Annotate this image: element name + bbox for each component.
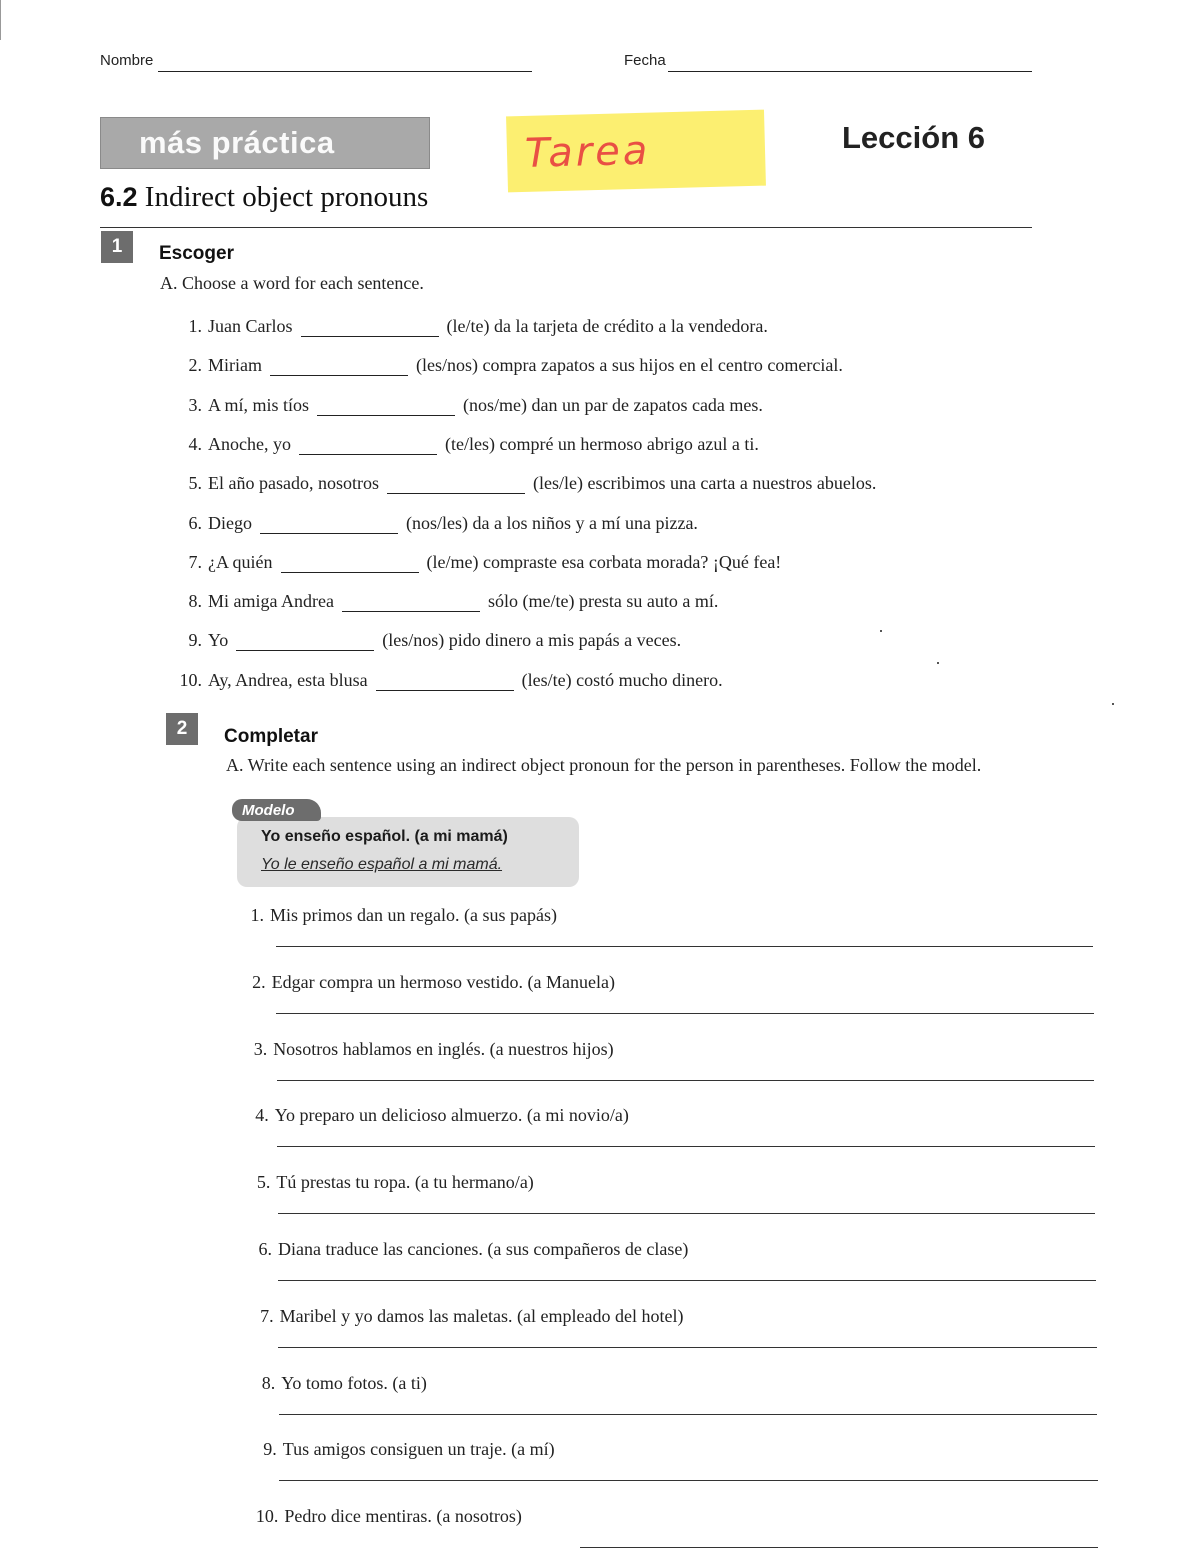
answer-line[interactable] (278, 1213, 1095, 1214)
item-number: 8. (188, 591, 202, 611)
item-prompt: Tus amigos consiguen un traje. (a mí) (282, 1439, 555, 1459)
section-number: 6.2 (100, 182, 138, 212)
exercise-number-badge: 1 (101, 231, 133, 263)
exercise2-item (239, 1039, 613, 1060)
exercise2-item (247, 1373, 427, 1394)
item-text-before: El año pasado, nosotros (208, 473, 379, 493)
fecha-label: Fecha (624, 52, 666, 69)
exercise-title: Completar (224, 726, 318, 747)
modelo-answer: Yo le enseño español a mi mamá. (261, 856, 503, 873)
item-number: 6. (258, 1239, 272, 1259)
exercise1-item (168, 630, 681, 651)
section-title-text: Indirect object pronouns (144, 181, 429, 213)
item-number: 8. (261, 1373, 276, 1393)
item-text-before: A mí, mis tíos (208, 395, 310, 415)
exercise2-item (238, 972, 615, 993)
item-text-before: Juan Carlos (208, 316, 293, 336)
scan-speck (1112, 703, 1114, 705)
exercise2-item (246, 1306, 684, 1327)
item-number: 1. (250, 905, 264, 925)
exercise1-item (168, 316, 768, 337)
exercise-title: Escoger (159, 243, 234, 264)
item-text-after: (le/me) compraste esa corbata morada? ¡Qué fea! (426, 552, 782, 572)
item-text-after: (les/nos) compra zapatos a sus hijos en el centro comercial. (416, 355, 843, 375)
item-prompt: Tú prestas tu ropa. (a tu hermano/a) (276, 1172, 534, 1192)
exercise1-item (168, 355, 843, 376)
answer-line[interactable] (276, 1013, 1094, 1014)
exercise1-item (168, 473, 876, 494)
item-number: 7. (188, 552, 202, 572)
answer-line[interactable] (277, 1146, 1095, 1147)
handwritten-note: Tarea (524, 127, 651, 177)
item-prompt: Yo tomo fotos. (a ti) (281, 1373, 427, 1393)
answer-blank[interactable] (270, 361, 408, 376)
item-number: 9. (188, 630, 202, 650)
item-prompt: Edgar compra un hermoso vestido. (a Manuela) (271, 972, 615, 992)
answer-blank[interactable] (260, 519, 398, 534)
item-number: 3. (253, 1039, 268, 1059)
answer-line[interactable] (276, 946, 1093, 947)
item-number: 3. (188, 395, 202, 415)
answer-line[interactable] (278, 1280, 1096, 1281)
item-number: 10. (255, 1506, 279, 1526)
item-number: 5. (256, 1172, 271, 1192)
answer-blank[interactable] (317, 401, 455, 416)
modelo-question: Yo enseño español. (a mi mamá) (261, 828, 508, 845)
answer-line[interactable] (277, 1080, 1094, 1081)
item-text-before: Ay, Andrea, esta blusa (208, 670, 368, 690)
scan-speck (880, 630, 882, 632)
exercise2-item (236, 905, 557, 926)
mas-practica-banner (100, 117, 430, 169)
item-prompt: Yo preparo un delicioso almuerzo. (a mi novio/a) (274, 1105, 629, 1125)
exercise1-item (168, 670, 723, 691)
item-number: 2. (252, 972, 266, 992)
item-text-after: (les/nos) pido dinero a mis papás a veces. (382, 630, 682, 650)
item-text-after: sólo (me/te) presta su auto a mí. (487, 591, 719, 611)
answer-line[interactable] (278, 1347, 1097, 1348)
answer-blank[interactable] (301, 322, 439, 337)
exercise1-item (168, 591, 718, 612)
item-text-after: (nos/me) dan un par de zapatos cada mes. (463, 395, 763, 415)
modelo-tag: Modelo (232, 799, 321, 821)
answer-blank[interactable] (281, 558, 419, 573)
item-text-before: Diego (208, 513, 252, 533)
scan-edge (0, 0, 1, 40)
exercise2-item (241, 1105, 629, 1126)
answer-line[interactable] (279, 1480, 1098, 1481)
item-number: 10. (179, 670, 202, 690)
nombre-field-line[interactable] (158, 71, 532, 72)
scan-speck (937, 662, 939, 664)
item-prompt: Nosotros hablamos en inglés. (a nuestros hijos) (273, 1039, 614, 1059)
section-title (100, 181, 428, 214)
item-text-before: Mi amiga Andrea (208, 591, 334, 611)
answer-blank[interactable] (236, 636, 374, 651)
item-number: 1. (188, 316, 202, 336)
exercise2-item (244, 1239, 688, 1260)
answer-blank[interactable] (299, 440, 437, 455)
fecha-field-line[interactable] (668, 71, 1032, 72)
item-prompt: Mis primos dan un regalo. (a sus papás) (270, 905, 557, 925)
item-number: 4. (255, 1105, 269, 1125)
item-number: 7. (260, 1306, 274, 1326)
answer-blank[interactable] (387, 479, 525, 494)
exercise-instruction: A. Write each sentence using an indirect object pronoun for the person in parentheses. Follow the model. (226, 755, 982, 775)
banner-text: más práctica (139, 125, 335, 160)
item-text-before: Yo (208, 630, 229, 650)
exercise1-item (168, 513, 698, 534)
exercise-number-badge: 2 (166, 713, 198, 745)
item-prompt: Maribel y yo damos las maletas. (al empleado del hotel) (279, 1306, 684, 1326)
item-text-before: ¿A quién (208, 552, 273, 572)
exercise2-item (250, 1506, 521, 1527)
item-text-after: (nos/les) da a los niños y a mí una pizza. (406, 513, 698, 533)
section-divider (100, 227, 1032, 228)
exercise2-item (242, 1172, 533, 1193)
item-number: 9. (263, 1439, 277, 1459)
nombre-label: Nombre (100, 52, 154, 69)
exercise1-item (168, 552, 781, 573)
exercise2-item (249, 1439, 555, 1460)
answer-line[interactable] (279, 1414, 1097, 1415)
lesson-title: Lección 6 (842, 120, 985, 155)
item-text-after: (les/te) costó mucho dinero. (521, 670, 723, 690)
item-text-before: Miriam (208, 355, 262, 375)
item-text-before: Anoche, yo (208, 434, 291, 454)
exercise1-item (168, 434, 759, 455)
item-text-after: (le/te) da la tarjeta de crédito a la vendedora. (446, 316, 768, 336)
item-number: 5. (188, 473, 202, 493)
item-text-after: (les/le) escribimos una carta a nuestros abuelos. (532, 473, 877, 493)
exercise1-item (168, 395, 763, 416)
item-prompt: Diana traduce las canciones. (a sus compañeros de clase) (278, 1239, 689, 1259)
exercise-instruction: A. Choose a word for each sentence. (160, 273, 424, 293)
answer-line[interactable] (580, 1547, 1098, 1548)
highlighted-handwriting (506, 110, 766, 193)
item-number: 4. (188, 434, 202, 454)
item-prompt: Pedro dice mentiras. (a nosotros) (284, 1506, 522, 1526)
item-number: 6. (188, 513, 202, 533)
item-text-after: (te/les) compré un hermoso abrigo azul a ti. (444, 434, 759, 454)
item-number: 2. (188, 355, 202, 375)
answer-blank[interactable] (342, 597, 480, 612)
answer-blank[interactable] (376, 676, 514, 691)
